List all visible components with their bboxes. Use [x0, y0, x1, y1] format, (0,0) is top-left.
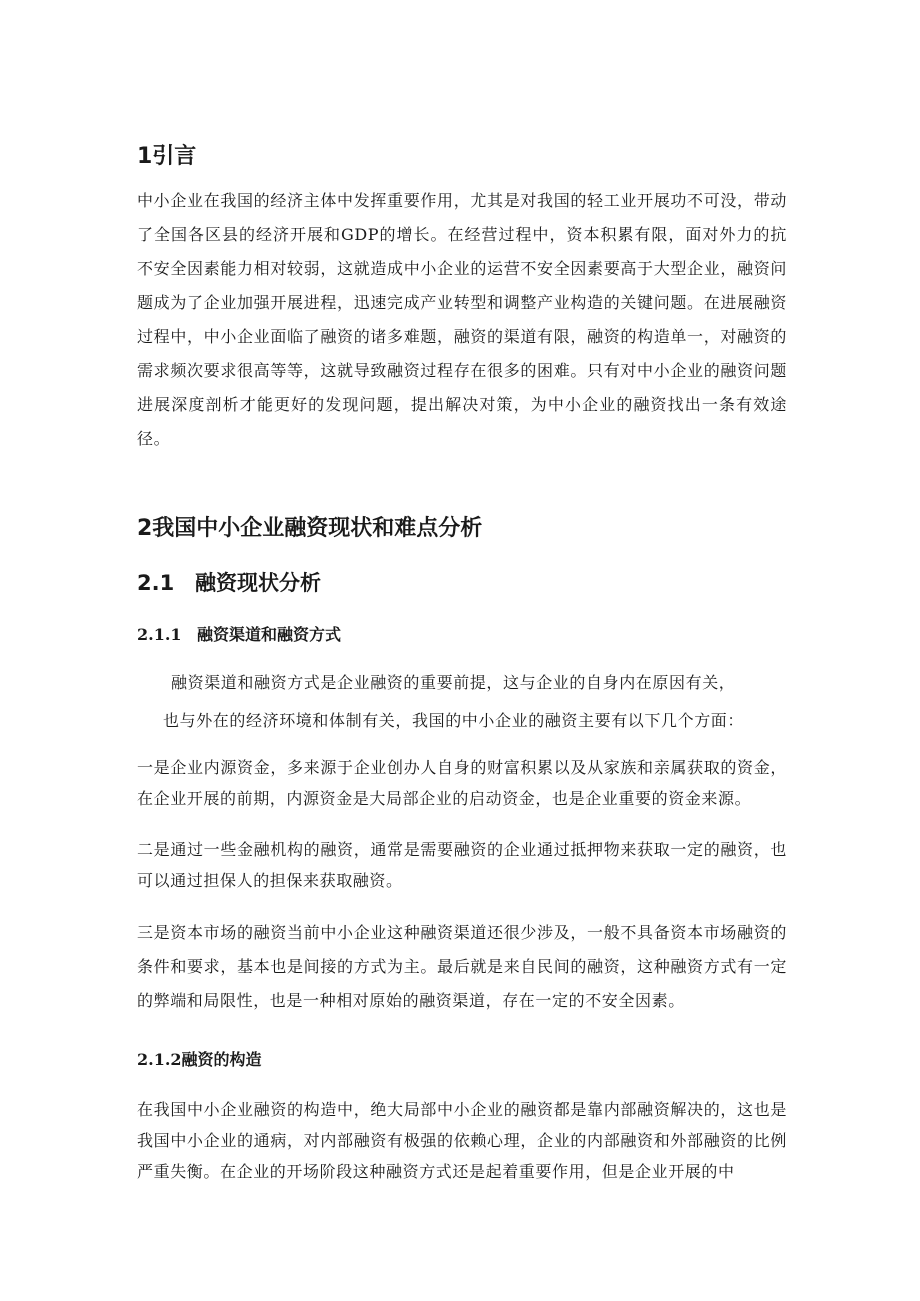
- section-2-1-heading: [137, 567, 321, 597]
- section-2-1-1-intro-line2: 也与外在的经济环境和体制有关，我国的中小企业的融资主要有以下几个方面：: [163, 711, 745, 730]
- financing-item-2: 二是通过一些金融机构的融资，通常是需要融资的企业通过抵押物来获取一定的融资，也可以通过担保人的担保来获取融资。: [137, 840, 787, 890]
- section-1-heading: 1引言: [137, 144, 197, 169]
- section-2-1-1-number: 2.1.1: [137, 625, 182, 644]
- financing-item-1: 一是企业内源资金，多来源于企业创办人自身的财富积累以及从家族和亲属获取的资金，在企业开展的前期，内源资金是大局部企业的启动资金，也是企业重要的资金来源。: [137, 758, 787, 808]
- section-2-1-1-title: 融资渠道和融资方式: [197, 625, 342, 644]
- section-2-1-title: 融资现状分析: [195, 571, 321, 595]
- section-1-paragraph: 中小企业在我国的经济主体中发挥重要作用，尤其是对我国的轻工业开展功不可没，带动了全国各区县的经济开展和GDP的增长。在经营过程中，资本积累有限，面对外力的抗不安全因素能力相对较弱，这就造成中小企业的运营不安全因素要高于大型企业，融资问题成为了企业加强开展进程，迅速完成产业转型和调整产业构造的关键问题。在进展融资过程中，中小企业面临了融资的诸多难题，融资的渠道有限，融资的构造单一，对融资的需求频次要求很高等等，这就导致融资过程存在很多的困难。只有对中小企业的融资问题进展深度剖析才能更好的发现问题，提出解决对策，为中小企业的融资找出一条有效途径。: [137, 191, 787, 448]
- section-2-1-1-heading: [137, 622, 341, 645]
- section-2-1-number: 2.1: [137, 571, 175, 595]
- section-2-1-2-paragraph: 在我国中小企业融资的构造中，绝大局部中小企业的融资都是靠内部融资解决的，这也是我国中小企业的通病，对内部融资有极强的依赖心理，企业的内部融资和外部融资的比例严重失衡。在企业的开场阶段这种融资方式还是起着重要作用，但是企业开展的中: [137, 1100, 787, 1181]
- section-2-heading: 2我国中小企业融资现状和难点分析: [137, 516, 483, 541]
- section-2-1-2-heading: 2.1.2融资的构造: [137, 1050, 262, 1069]
- section-2-1-1-intro-line1: 融资渠道和融资方式是企业融资的重要前提，这与企业的自身内在原因有关，: [171, 673, 736, 692]
- financing-item-3: 三是资本市场的融资当前中小企业这种融资渠道还很少涉及，一般不具备资本市场融资的条件和要求，基本也是间接的方式为主。最后就是来自民间的融资，这种融资方式有一定的弊端和局限性，也是一种相对原始的融资渠道，存在一定的不安全因素。: [137, 923, 787, 1010]
